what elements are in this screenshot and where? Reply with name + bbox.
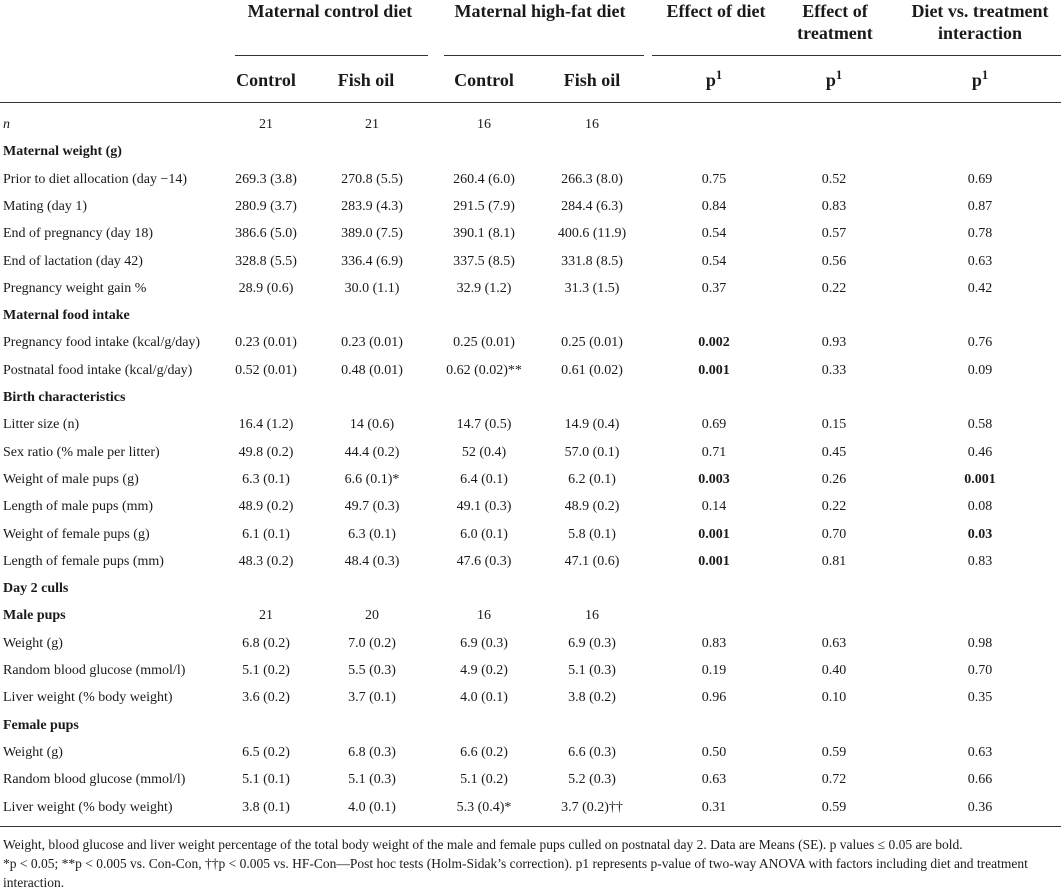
section-row [0,712,1061,739]
cell-c2: 6.8 (0.3) [348,744,396,760]
table-row [0,166,1061,193]
cell-c3: 4.0 (0.1) [460,690,508,706]
cell-p2: 0.70 [821,526,847,542]
cell-p2: 0.22 [821,499,847,515]
cell-c2: 389.0 (7.5) [341,226,403,242]
cell-c1: 0.23 (0.01) [235,335,297,351]
header-maternal-high-fat: Maternal high-fat diet [454,1,626,21]
cell-c4: 5.1 (0.3) [568,663,616,678]
col-header-fishoil-1: Fish oil [337,70,395,90]
cell-c2: 4.0 (0.1) [348,799,396,815]
row-label: Weight (g) [3,635,63,651]
row-label: Male pups [3,608,66,624]
header-interaction: Diet vs. treatment interaction [911,1,1049,43]
cell-c2: 270.8 (5.5) [341,171,403,187]
cell-p3: 0.36 [967,799,993,815]
cell-c2: 6.6 (0.1)* [344,471,400,487]
cell-c4: 57.0 (0.1) [564,444,620,460]
cell-p2: 0.33 [821,362,847,378]
header-effect-of-treatment: Effect of treatment [797,1,873,43]
cell-p1: 0.63 [701,772,727,788]
cell-c1: 6.5 (0.2) [242,744,290,760]
cell-p1: 0.31 [701,799,727,815]
cell-c4: 0.61 (0.02) [561,362,623,378]
cell-c4: 284.4 (6.3) [561,198,623,214]
table-footnote [3,835,1055,892]
cell-p1: 0.83 [701,635,727,651]
cell-c2: 283.9 (4.3) [341,198,403,214]
col-header-p-treatment: $p^1$ [825,68,843,90]
row-label: Weight (g) [3,744,63,760]
cell-p3: 0.58 [967,417,993,433]
col-header-control-2: Control [454,70,514,90]
group-rule-p-values [652,55,1061,56]
cell-p1: 0.54 [701,226,727,242]
cell-p3: 0.83 [967,553,993,569]
cell-p2: 0.26 [821,471,847,487]
cell-p2: 0.93 [821,335,847,351]
row-label: Liver weight (% body weight) [3,799,173,815]
cell-c4: 400.6 (11.9) [557,226,627,242]
cell-c1: 280.9 (3.7) [235,198,297,214]
cell-c2: 21 [365,117,379,132]
cell-c1: 6.1 (0.1) [242,526,290,542]
table-row [0,466,1061,493]
cell-c2: 0.23 (0.01) [341,335,403,351]
cell-c3: 16 [477,117,491,132]
cell-c1: 3.8 (0.1) [242,799,290,815]
cell-c2: 5.5 (0.3) [348,663,396,678]
row-label: Sex ratio (% male per litter) [3,444,160,460]
section-row [0,575,1061,602]
row-label: Birth characteristics [3,390,126,405]
cell-p2: 0.81 [821,553,847,569]
cell-p1: 0.75 [701,171,727,187]
cell-c4: 266.3 (8.0) [561,171,623,187]
cell-c1: 328.8 (5.5) [235,253,297,269]
cell-c4: 48.9 (0.2) [564,499,620,515]
cell-p1: 0.69 [701,417,727,433]
cell-p3: 0.35 [967,690,993,706]
table-row [0,329,1061,356]
cell-p1: 0.96 [701,690,727,706]
cell-c3: 4.9 (0.2) [460,663,508,678]
table-row [0,111,1061,138]
cell-c3: 6.9 (0.3) [460,635,508,651]
cell-p3: 0.87 [967,198,993,214]
cell-p1: 0.001 [698,362,730,378]
cell-c3: 49.1 (0.3) [456,499,512,515]
section-row [0,384,1061,411]
cell-p2: 0.59 [821,744,847,760]
cell-c3: 0.62 (0.02)** [446,362,522,378]
cell-c2: 49.7 (0.3) [344,499,400,515]
cell-p2: 0.72 [821,772,847,788]
cell-p1: 0.14 [701,499,727,515]
cell-c1: 48.3 (0.2) [238,553,294,569]
cell-c2: 14 (0.6) [349,417,395,433]
cell-p2: 0.57 [821,226,847,242]
cell-p1: 0.71 [701,444,727,460]
cell-c4: 6.6 (0.3) [568,744,616,760]
cell-c1: 5.1 (0.1) [242,772,290,788]
cell-c1: 6.8 (0.2) [242,635,290,651]
cell-c3: 52 (0.4) [461,444,507,460]
cell-c3: 16 [477,608,491,624]
table-row [0,657,1061,684]
header-effect-of-diet: Effect of diet [666,1,766,21]
cell-c3: 260.4 (6.0) [453,171,515,187]
table-row [0,357,1061,384]
cell-c1: 21 [259,608,273,624]
cell-c3: 6.0 (0.1) [460,526,508,542]
cell-c4: 6.2 (0.1) [568,471,616,487]
cell-c3: 6.4 (0.1) [460,471,508,487]
cell-c2: 48.4 (0.3) [344,553,400,569]
cell-c4: 31.3 (1.5) [564,280,620,296]
row-label: Pregnancy weight gain % [3,280,147,296]
col-header-p-interaction: $p^1$ [971,68,989,90]
section-row [0,138,1061,165]
cell-p3: 0.09 [967,362,993,378]
cell-c1: 28.9 (0.6) [238,280,294,296]
cell-p1: 0.84 [701,198,727,214]
table-row [0,630,1061,657]
cell-c2: 5.1 (0.3) [348,772,396,788]
table-row [0,411,1061,438]
header-bottom-rule [0,102,1061,103]
cell-p2: 0.40 [821,663,847,678]
cell-c1: 16.4 (1.2) [238,417,294,433]
footnote-p-values-note: p values ≤ 0.05 are bold. [829,837,963,852]
cell-c2: 0.48 (0.01) [341,362,403,378]
table-bottom-rule [0,826,1061,827]
row-label: Liver weight (% body weight) [3,690,173,706]
row-label: Maternal weight (g) [3,144,122,160]
header-maternal-control: Maternal control diet [247,1,413,21]
table-row [0,248,1061,275]
row-label: Postnatal food intake (kcal/g/day) [3,362,193,378]
row-label: Mating (day 1) [3,198,87,214]
cell-c1: 269.3 (3.8) [235,171,297,187]
table-row [0,794,1061,821]
cell-c1: 48.9 (0.2) [238,499,294,515]
cell-c1: 6.3 (0.1) [242,471,290,487]
cell-c4: 14.9 (0.4) [564,417,620,433]
cell-c3: 390.1 (8.1) [453,226,515,242]
cell-c2: 44.4 (0.2) [344,444,400,460]
row-label: End of lactation (day 42) [3,253,143,269]
row-label: Maternal food intake [3,308,130,324]
section-row [0,302,1061,329]
cell-c1: 49.8 (0.2) [238,444,294,460]
footnote-line-2: *p < 0.05; **p < 0.005 vs. Con-Con, ††p < 0.005 vs. HF-Con—Post hoc tests (Holm-Sidak’s correction). p1 represents p-value of two-way ANOVA with factors including diet and treatment interaction. [3,856,1028,890]
cell-p1: 0.54 [701,253,727,269]
cell-p3: 0.001 [964,471,996,487]
cell-p3: 0.76 [967,335,993,351]
cell-p3: 0.70 [967,663,993,678]
cell-p2: 0.56 [821,253,847,269]
table-row [0,493,1061,520]
footnote-line-1: Weight, blood glucose and liver weight percentage of the total body weight of the male and female pups culled on postnatal day 2. Data are Means (SE). p values ≤ 0.05 are bold. [3,837,963,852]
cell-p3: 0.46 [967,444,993,460]
cell-p1: 0.002 [698,335,730,351]
cell-c1: 0.52 (0.01) [235,362,297,378]
col-header-fishoil-2: Fish oil [563,70,621,90]
row-label: Random blood glucose (mmol/l) [3,772,186,788]
row-label: Random blood glucose (mmol/l) [3,663,186,678]
cell-c1: 3.6 (0.2) [242,690,290,706]
row-label: Litter size (n) [3,417,80,433]
cell-c3: 337.5 (8.5) [453,253,515,269]
cell-c4: 3.7 (0.2)†† [561,799,623,815]
section-row [0,602,1061,629]
cell-p1: 0.19 [701,663,727,678]
cell-c2: 7.0 (0.2) [348,635,396,651]
cell-p2: 0.59 [821,799,847,815]
row-label: Length of male pups (mm) [3,499,154,515]
table-row [0,739,1061,766]
cell-p1: 0.37 [701,280,727,296]
cell-c3: 291.5 (7.9) [453,198,515,214]
cell-p3: 0.63 [967,253,993,269]
row-label: Day 2 culls [3,581,69,597]
cell-c2: 6.3 (0.1) [348,526,396,542]
cell-c3: 5.1 (0.2) [460,772,508,788]
col-header-p-diet: $p^1$ [705,68,723,90]
table-row [0,220,1061,247]
row-label: End of pregnancy (day 18) [3,226,154,242]
cell-p3: 0.63 [967,744,993,760]
table-row [0,439,1061,466]
cell-p3: 0.69 [967,171,993,187]
table-row [0,193,1061,220]
cell-c4: 6.9 (0.3) [568,635,616,651]
cell-c2: 20 [365,608,379,624]
cell-c3: 5.3 (0.4)* [456,799,512,815]
cell-p2: 0.83 [821,198,847,214]
row-label: Prior to diet allocation (day −14) [3,171,188,187]
cell-p3: 0.42 [967,280,993,296]
cell-p3: 0.78 [967,226,993,242]
group-rule-high-fat [444,55,644,56]
cell-p2: 0.10 [821,690,847,706]
row-label: n [3,117,10,132]
cell-p2: 0.63 [821,635,847,651]
row-label: Female pups [3,717,79,733]
cell-c1: 386.6 (5.0) [235,226,297,242]
row-label: Pregnancy food intake (kcal/g/day) [3,335,201,351]
cell-c3: 32.9 (1.2) [456,280,512,296]
cell-c2: 3.7 (0.1) [348,690,396,706]
cell-c1: 5.1 (0.2) [242,663,290,678]
group-rule-control [235,55,428,56]
table-row [0,275,1061,302]
cell-c4: 3.8 (0.2) [568,690,616,706]
cell-c1: 21 [259,117,273,132]
cell-p3: 0.03 [967,526,993,542]
cell-p2: 0.22 [821,280,847,296]
cell-c2: 30.0 (1.1) [344,280,400,296]
cell-c4: 5.2 (0.3) [568,772,616,788]
cell-p3: 0.98 [967,635,993,651]
col-header-control-1: Control [236,70,296,90]
cell-p1: 0.50 [701,744,727,760]
table-row [0,684,1061,711]
cell-c4: 0.25 (0.01) [561,335,623,351]
cell-p2: 0.45 [821,444,847,460]
cell-c3: 6.6 (0.2) [460,744,508,760]
cell-p3: 0.08 [967,499,993,515]
row-label: Length of female pups (mm) [3,553,164,569]
cell-c4: 16 [585,608,599,624]
cell-c3: 0.25 (0.01) [453,335,515,351]
cell-c3: 47.6 (0.3) [456,553,512,569]
cell-p3: 0.66 [967,772,993,788]
row-label: Weight of female pups (g) [3,526,150,542]
table-row [0,766,1061,793]
cell-c2: 336.4 (6.9) [341,253,403,269]
cell-p1: 0.003 [698,471,730,487]
table-row [0,521,1061,548]
cell-c4: 47.1 (0.6) [564,553,620,569]
cell-c4: 331.8 (8.5) [561,253,623,269]
table-row [0,548,1061,575]
cell-p1: 0.001 [698,526,730,542]
cell-p2: 0.52 [821,171,847,187]
row-label: Weight of male pups (g) [3,471,139,487]
cell-c4: 16 [585,117,599,132]
cell-p1: 0.001 [698,553,730,569]
cell-c3: 14.7 (0.5) [456,417,512,433]
cell-p2: 0.15 [821,417,847,433]
cell-c4: 5.8 (0.1) [568,526,616,542]
